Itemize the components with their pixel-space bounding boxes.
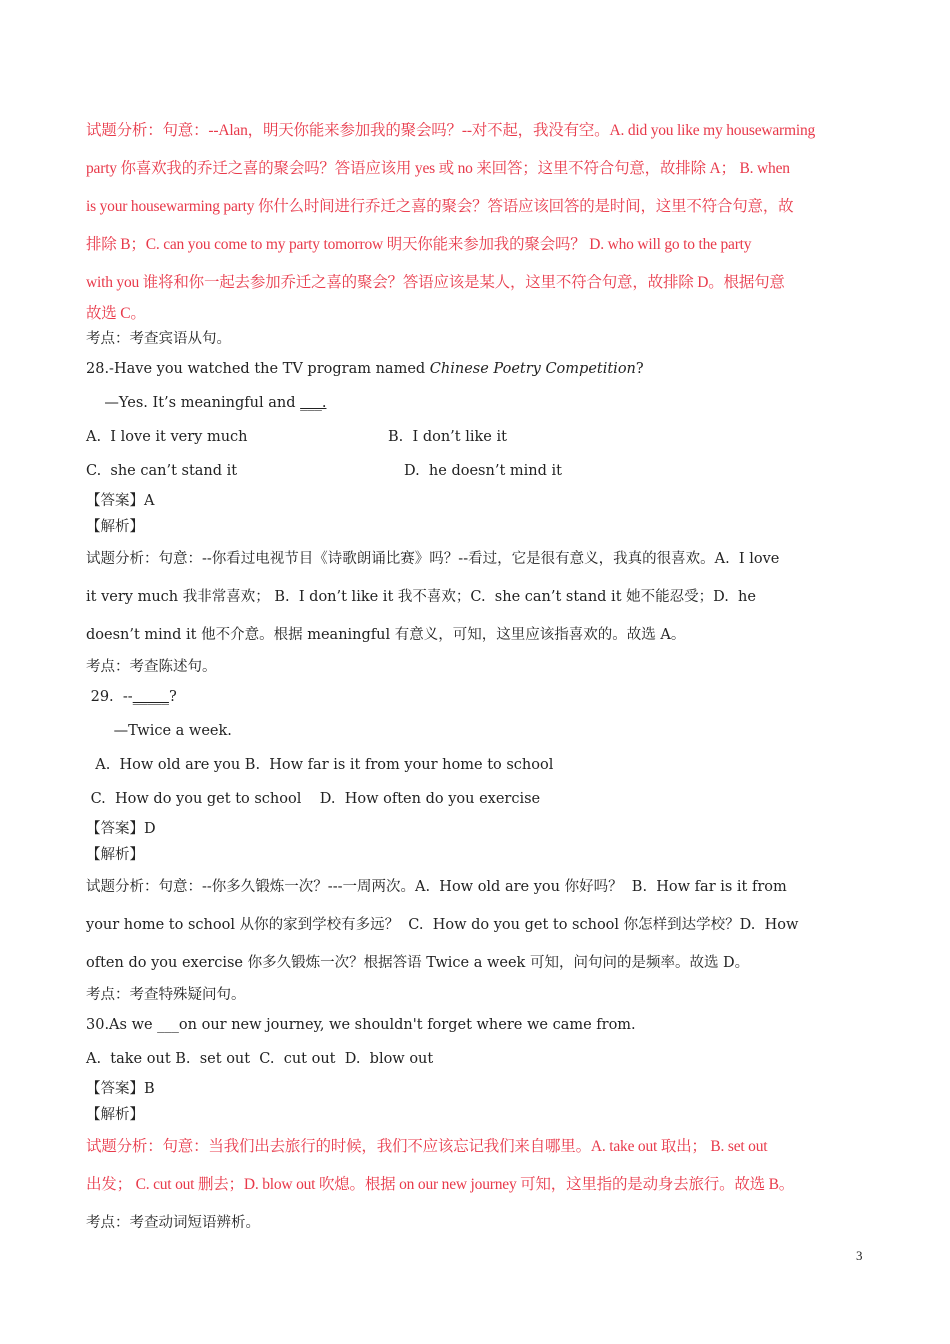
q29-stem [86, 680, 876, 714]
q29-analysis-line: often do you exercise 你多久锻炼一次？根据答语 Twice a week 可知，问句问的是频率。故选 D。 [86, 955, 750, 971]
q30-options: A. take out B. set out C. cut out D. blow out [86, 1051, 434, 1067]
q28-option-a: A. I love it very much [86, 429, 248, 445]
q27-analysis [86, 112, 876, 326]
q27-point: 考点：考查宾语从句。 [86, 331, 231, 347]
q27-analysis-line: 排除 B；C. can you come to my party tomorrow 明天你能来参加我的聚会吗？ D. who will go to the party [86, 236, 752, 253]
q30-analysis-label: 【解析】 [86, 1107, 144, 1123]
q30-analysis-line: 试题分析：句意：当我们出去旅行的时候，我们不应该忘记我们来自哪里。A. take out 取出； B. set out [86, 1138, 768, 1155]
q28-option-b: B. I don’t like it [388, 429, 507, 445]
page-number: 3 [856, 1248, 863, 1263]
q29-analysis-line: your home to school 从你的家到学校有多远？ C. How do you get to school 你怎样到达学校？D. How [86, 917, 799, 933]
q28-reply [86, 386, 876, 420]
q28-option-d: D. he doesn’t mind it [404, 463, 562, 479]
q30-analysis-line: 出发； C. cut out 删去；D. blow out 吹熄。根据 on our new journey 可知，这里指的是动身去旅行。故选 B。 [86, 1176, 795, 1193]
q28-program-name: Chinese Poetry Competition [429, 361, 636, 377]
q30-analysis [86, 1128, 876, 1204]
q28-stem [86, 352, 876, 386]
q29-options-row-1: A. How old are you B. How far is it from your home to school [86, 757, 554, 773]
q28-blank: ___. [300, 395, 327, 411]
q28-options-row-1 [86, 420, 876, 454]
q28-point: 考点：考查陈述句。 [86, 659, 217, 675]
q29-analysis-line: 试题分析：句意：--你多久锻炼一次？---一周两次。A. How old are you 你好吗？ B. How far is it from [86, 879, 787, 895]
q28-reply-text: —Yes. It’s meaningful and [86, 395, 301, 411]
q29-blank: _____ [132, 689, 169, 705]
document-page [86, 112, 876, 1242]
q28-analysis-line: doesn’t mind it 他不介意。根据 meaningful 有意义，可知，这里应该指喜欢的。故选 A。 [86, 627, 686, 643]
q27-analysis-line: with you 谁将和你一起去参加乔迁之喜的聚会？答语应该是某人，这里不符合句意，故排除 D。根据句意 [86, 274, 785, 291]
q29-analysis-label: 【解析】 [86, 847, 144, 863]
q29-reply: —Twice a week. [86, 723, 232, 739]
q30-point: 考点：考查动词短语辨析。 [86, 1215, 260, 1231]
q28-stem-text: 28.-Have you watched the TV program named [86, 361, 430, 377]
q30-answer: 【答案】B [86, 1081, 155, 1097]
q28-analysis-line: it very much 我非常喜欢； B. I don’t like it 我不喜欢；C. she can’t stand it 她不能忍受；D. he [86, 589, 756, 605]
q29-answer: 【答案】D [86, 821, 156, 837]
q27-analysis-line: party 你喜欢我的乔迁之喜的聚会吗？答语应该用 yes 或 no 来回答；这里不符合句意，故排除 A； B. when [86, 160, 790, 177]
q29-point: 考点：考查特殊疑问句。 [86, 987, 246, 1003]
q30-stem: 30.As we ___on our new journey, we shouldn't forget where we came from. [86, 1017, 636, 1033]
q29-stem-text: 29. -- [86, 689, 133, 705]
q28-analysis-line: 试题分析：句意：--你看过电视节目《诗歌朗诵比赛》吗？--看过，它是很有意义，我真的很喜欢。A. I love [86, 551, 780, 567]
q29-options-row-2: C. How do you get to school D. How often do you exercise [86, 791, 541, 807]
q27-analysis-line: 故选 C。 [86, 305, 146, 322]
q28-analysis-label: 【解析】 [86, 519, 144, 535]
q27-analysis-line: 试题分析：句意：--Alan，明天你能来参加我的聚会吗？--对不起，我没有空。A. did you like my housewarming [86, 122, 816, 139]
q28-options-row-2 [86, 454, 876, 488]
q27-analysis-line: is your housewarming party 你什么时间进行乔迁之喜的聚会？答语应该回答的是时间，这里不符合句意，故 [86, 198, 794, 215]
q28-stem-end: ? [635, 361, 644, 377]
q29-stem-end: ? [168, 689, 177, 705]
q28-answer: 【答案】A [86, 493, 155, 509]
q28-option-c: C. she can’t stand it [86, 463, 238, 479]
